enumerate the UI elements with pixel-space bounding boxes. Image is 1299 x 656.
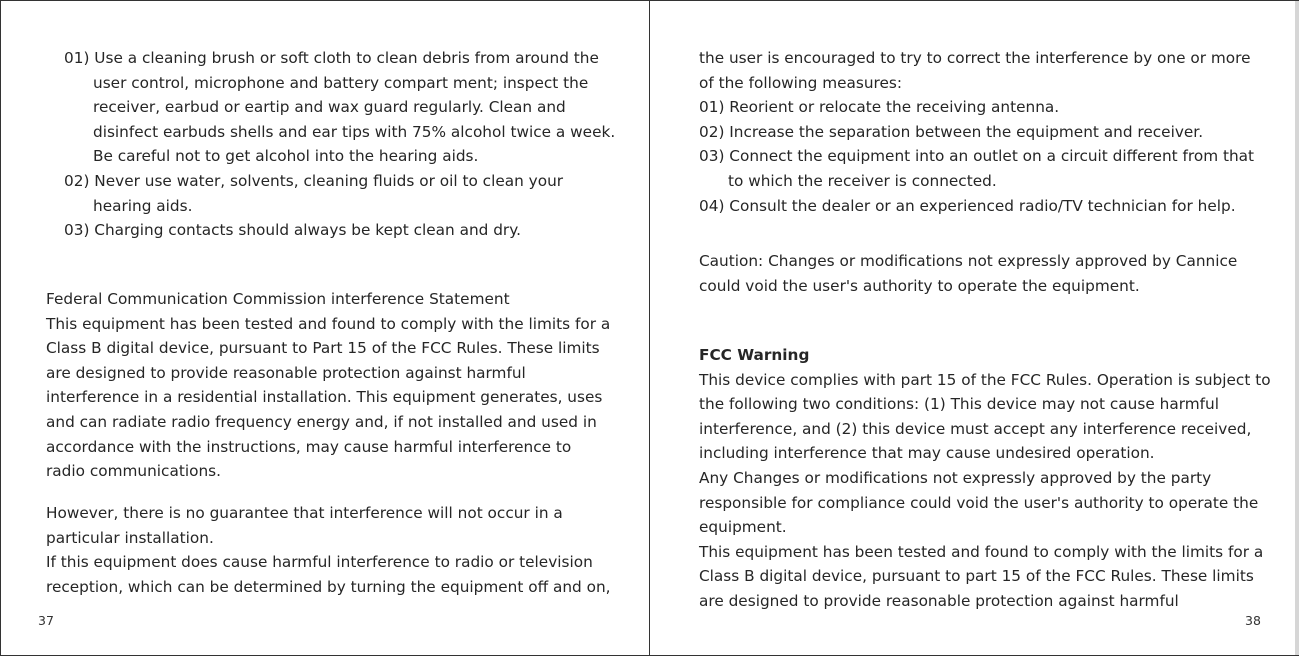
caution-line: Caution: Changes or modifications not expressly approved by Cannice [699,252,1238,270]
fcc-statement-line: radio communications. [46,462,221,481]
fcc-warning-line: the following two conditions: (1) This device may not cause harmful [699,395,1219,414]
fcc-warning-line: This device complies with part 15 of the FCC Rules. Operation is subject to [699,370,1271,389]
fcc-statement-line: are designed to provide reasonable protection against harmful [46,363,526,382]
fcc-warning-line: responsible for compliance could void the user's authority to operate the [699,493,1259,512]
fcc-statement-line: This equipment has been tested and found to comply with the limits for a [46,314,611,333]
fcc-statement-line: accordance with the instructions, may cause harmful interference to [46,437,572,456]
cleaning-item-1-line-5: Be careful not to get alcohol into the hearing aids. [93,147,479,166]
fcc-warning-line: Class B digital device, pursuant to part 15 of the FCC Rules. These limits [699,567,1254,586]
cleaning-item-2-line-2: hearing aids. [93,196,193,215]
fcc-statement-line: Federal Communication Commission interference Statement [46,290,510,308]
measure-item-3: 03) Connect the equipment into an outlet on a circuit different from that [699,147,1255,166]
cleaning-item-1-line-4: disinfect earbuds shells and ear tips with 75% alcohol twice a week. [93,122,616,141]
no-guarantee-paragraph [46,501,611,599]
page-number-right: 38 [1245,613,1261,628]
fcc-warning-line: including interference that may cause undesired operation. [699,444,1155,463]
cleaning-instructions-list [64,46,615,243]
cleaning-item-1-line-3: receiver, earbud or eartip and wax guard regularly. Clean and [93,98,566,117]
fcc-statement-line: interference in a residential installation. This equipment generates, uses [46,388,603,407]
left-page [1,1,649,655]
page-number-left: 37 [38,613,54,628]
measure-item-1: 01) Reorient or relocate the receiving antenna. [699,98,1060,117]
interference-measures-list [699,46,1254,218]
page-edge-shadow [1295,1,1299,655]
measure-item-4: 04) Consult the dealer or an experienced radio/TV technician for help. [699,196,1236,215]
fcc-statement-line: and can radiate radio frequency energy and, if not installed and used in [46,412,597,431]
cleaning-item-1-line-2: user control, microphone and battery compart ment; inspect the [93,73,589,92]
measure-item-2: 02) Increase the separation between the equipment and receiver. [699,122,1204,141]
cleaning-item-1-line-1: 01) Use a cleaning brush or soft cloth to clean debris from around the [64,49,599,67]
fcc-warning-line: interference, and (2) this device must accept any interference received, [699,419,1252,438]
cleaning-item-2-line-1: 02) Never use water, solvents, cleaning fluids or oil to clean your [64,171,564,190]
caution-paragraph [699,249,1237,298]
fcc-warning-section [699,343,1271,614]
however-line: However, there is no guarantee that interference will not occur in a [46,504,563,522]
caution-line: could void the user's authority to operate the equipment. [699,276,1140,295]
however-line: particular installation. [46,528,214,547]
cleaning-item-3-line-1: 03) Charging contacts should always be kept clean and dry. [64,221,521,240]
fcc-warning-line: Any Changes or modifications not expressly approved by the party [699,468,1212,487]
measures-intro-line: the user is encouraged to try to correct the interference by one or more [699,49,1251,67]
fcc-warning-heading: FCC Warning [699,346,810,364]
fcc-warning-line: This equipment has been tested and found to comply with the limits for a [699,542,1264,561]
right-page [650,1,1295,655]
fcc-statement-line: Class B digital device, pursuant to Part 15 of the FCC Rules. These limits [46,339,600,358]
however-line: If this equipment does cause harmful interference to radio or television [46,553,593,572]
however-line: reception, which can be determined by turning the equipment off and on, [46,577,611,596]
measures-intro-line: of the following measures: [699,73,903,92]
fcc-warning-line: are designed to provide reasonable protection against harmful [699,591,1179,610]
fcc-interference-statement [46,287,610,484]
measure-item-3-continued: to which the receiver is connected. [728,171,997,190]
fcc-warning-line: equipment. [699,518,787,537]
